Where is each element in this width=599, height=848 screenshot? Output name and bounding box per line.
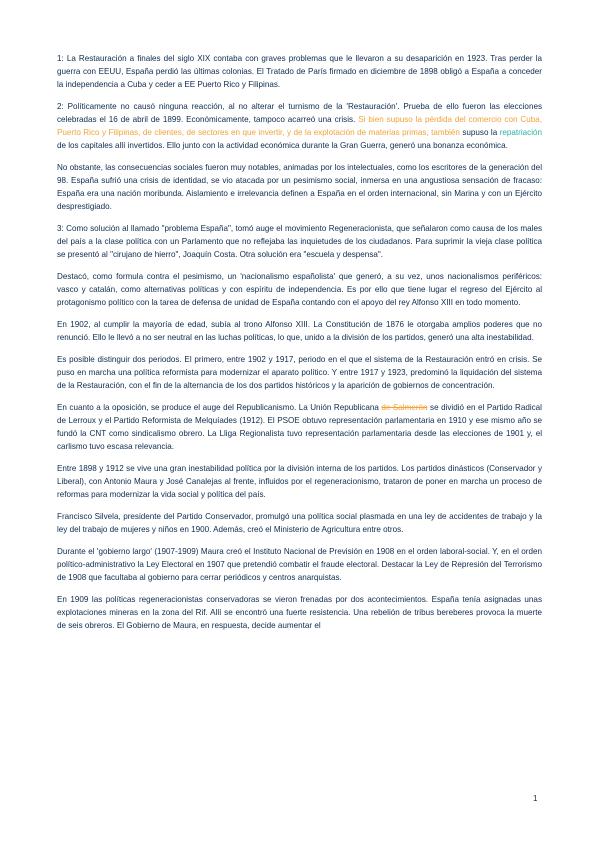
text-run: 2: Políticamente no causó ninguna reacción, al no alterar el turnismo de la 'Restauración'. Prueba de ello fueron las elecciones celebradas el 16 de abril de 1899. bbox=[57, 102, 542, 124]
text-run: Destacó, como formula contra el pesimismo, un 'nacionalismo españolista' que generó, a su vez, unos nacionalismos periféricos: vasco y catalán, como alternativas políticas y con espíritu de independencia. Es por ello que tiene lugar el regreso del Ejército al protagonismo político con la tarea de defensa de unidad de España contando con el apoyo del rey Alfonso XIII en todo momento. bbox=[57, 272, 542, 307]
text-run: Durante el 'gobierno largo' (1907-1909) Maura creó el Instituto Nacional de Previsión en 1908 en el orden laboral-social. Y, en el orden político-administrativo la Ley Electoral en 1907 que pretendió combatir el fraude electoral. Destacar la Ley de Represión del Terrorismo de 1908 que facultaba al gobierno para cerrar periódicos y centros anarquistas. bbox=[57, 547, 542, 582]
text-run: 1: La Restauración a finales del siglo XIX contaba con graves problemas que le llevaron a su desaparición en 1923. Tras perder la guerra con EEUU, España perdió las últimas colonias. El Tratado de París firmado en diciembre de 1898 obligó a España a conceder la independencia a Cuba y ceder a EE Puerto Rico y Filipinas. bbox=[57, 54, 542, 89]
text-run: de Salmerón bbox=[381, 403, 428, 412]
text-run: Si bien supuso la pérdida del comercio con Cuba, Puerto Rico y Filipinas, de clientes, de sectores en que invertir, y de la explotación de materias primas, también bbox=[57, 115, 543, 137]
document-body bbox=[57, 52, 542, 641]
text-run: En cuanto a la oposición, se produce el auge del Republicanismo. La Unión Republicana bbox=[57, 403, 382, 412]
paragraph bbox=[57, 222, 542, 261]
paragraph bbox=[57, 401, 542, 453]
paragraph bbox=[57, 270, 542, 309]
text-run: No obstante, las consecuencias sociales fueron muy notables, animadas por los intelectuales, como los escritores de la generación del 98. España sufrió una crisis de identidad, se vio atacada por un pesimismo social, inmersa en una angustiosa sensación de fracaso: España era una nación moribunda. Aislamiento e irrelevancia definen a España en el orden internacional, sin Marina y con un Ejército desprestigiado. bbox=[57, 163, 542, 211]
text-run: repatriación bbox=[499, 128, 542, 137]
paragraph bbox=[57, 52, 542, 91]
text-run: 3: Como solución al llamado "problema España", tomó auge el movimiento Regeneracionista, que señalaron como causa de los males del país a la clase política con un Parlamento que no reflejaba las inquietudes de los ciudadanos. Para suprimir la vieja clase política se presentó al "cirujano de hierro", Joaquín Costa. Otra solución era "escuela y despensa". bbox=[57, 224, 542, 259]
paragraph bbox=[57, 318, 542, 344]
text-run: se dividió en el Partido Radical de Lerroux y el Partido Reformista de Melquíades (1912). El PSOE obtuvo representación parlamentaria en 1910 y ese mismo año se fundó la CNT como sindicalismo obrero. La Lliga Regionalista tuvo representación parlamentaria desde las elecciones de 1901 y, el carlismo tuvo escasa relevancia. bbox=[57, 403, 542, 451]
text-run: Es posible distinguir dos periodos. El primero, entre 1902 y 1917, periodo en el que el sistema de la Restauración entró en crisis. Se puso en marcha una política reformista para modernizar el aparato político. Y entre 1917 y 1923, predominó la liquidación del sistema de la Restauración, con el fin de la alternancia de los dos partidos históricos y la aparición de gobiernos de concentración. bbox=[57, 355, 542, 390]
text-run: Económicamente, tampoco acarreó una crisis. bbox=[186, 115, 359, 124]
paragraph bbox=[57, 545, 542, 584]
paragraph bbox=[57, 353, 542, 392]
text-run: En 1909 las políticas regeneracionistas conservadoras se vieron frenadas por dos acontecimientos. España tenía asignadas unas explotaciones mineras en la zona del Rif. Allí se encontró una fuerte resistencia. Una rebelión de tribus bereberes provoca la muerte de seis obreros. El Gobierno de Maura, en respuesta, decide aumentar el bbox=[57, 595, 542, 630]
text-run: En 1902, al cumplir la mayoría de edad, subía al trono Alfonso XIII. La Constitución de 1876 le otorgaba amplios poderes que no renunció. Ello le llevó a no ser neutral en las luchas políticas, lo que, unido a la división de los partidos, generó una alta inestabilidad. bbox=[57, 320, 542, 342]
text-run: de los capitales allí invertidos. Ello junto con la actividad económica durante la Gran Guerra, generó una bonanza económica. bbox=[57, 141, 508, 150]
text-run: Entre 1898 y 1912 se vive una gran inestabilidad política por la división interna de los partidos. Los partidos dinásticos (Conservador y Liberal), con Antonio Maura y José Canalejas al frente, influidos por el regeneracionismo, trataron de poner en marcha un proceso de reformas para modernizar la vida social y política del país. bbox=[57, 464, 542, 499]
paragraph bbox=[57, 161, 542, 213]
paragraph bbox=[57, 462, 542, 501]
page-number: 1 bbox=[533, 794, 538, 803]
text-run: Francisco Silvela, presidente del Partido Conservador, promulgó una política social plasmada en una ley de accidentes de trabajo y la ley del trabajo de mujeres y niños en 1900. Además, creó el Ministerio de Agricultura entre otros. bbox=[57, 512, 542, 534]
paragraph bbox=[57, 593, 542, 632]
paragraph bbox=[57, 100, 542, 152]
paragraph bbox=[57, 510, 542, 536]
text-run: supuso la bbox=[462, 128, 500, 137]
